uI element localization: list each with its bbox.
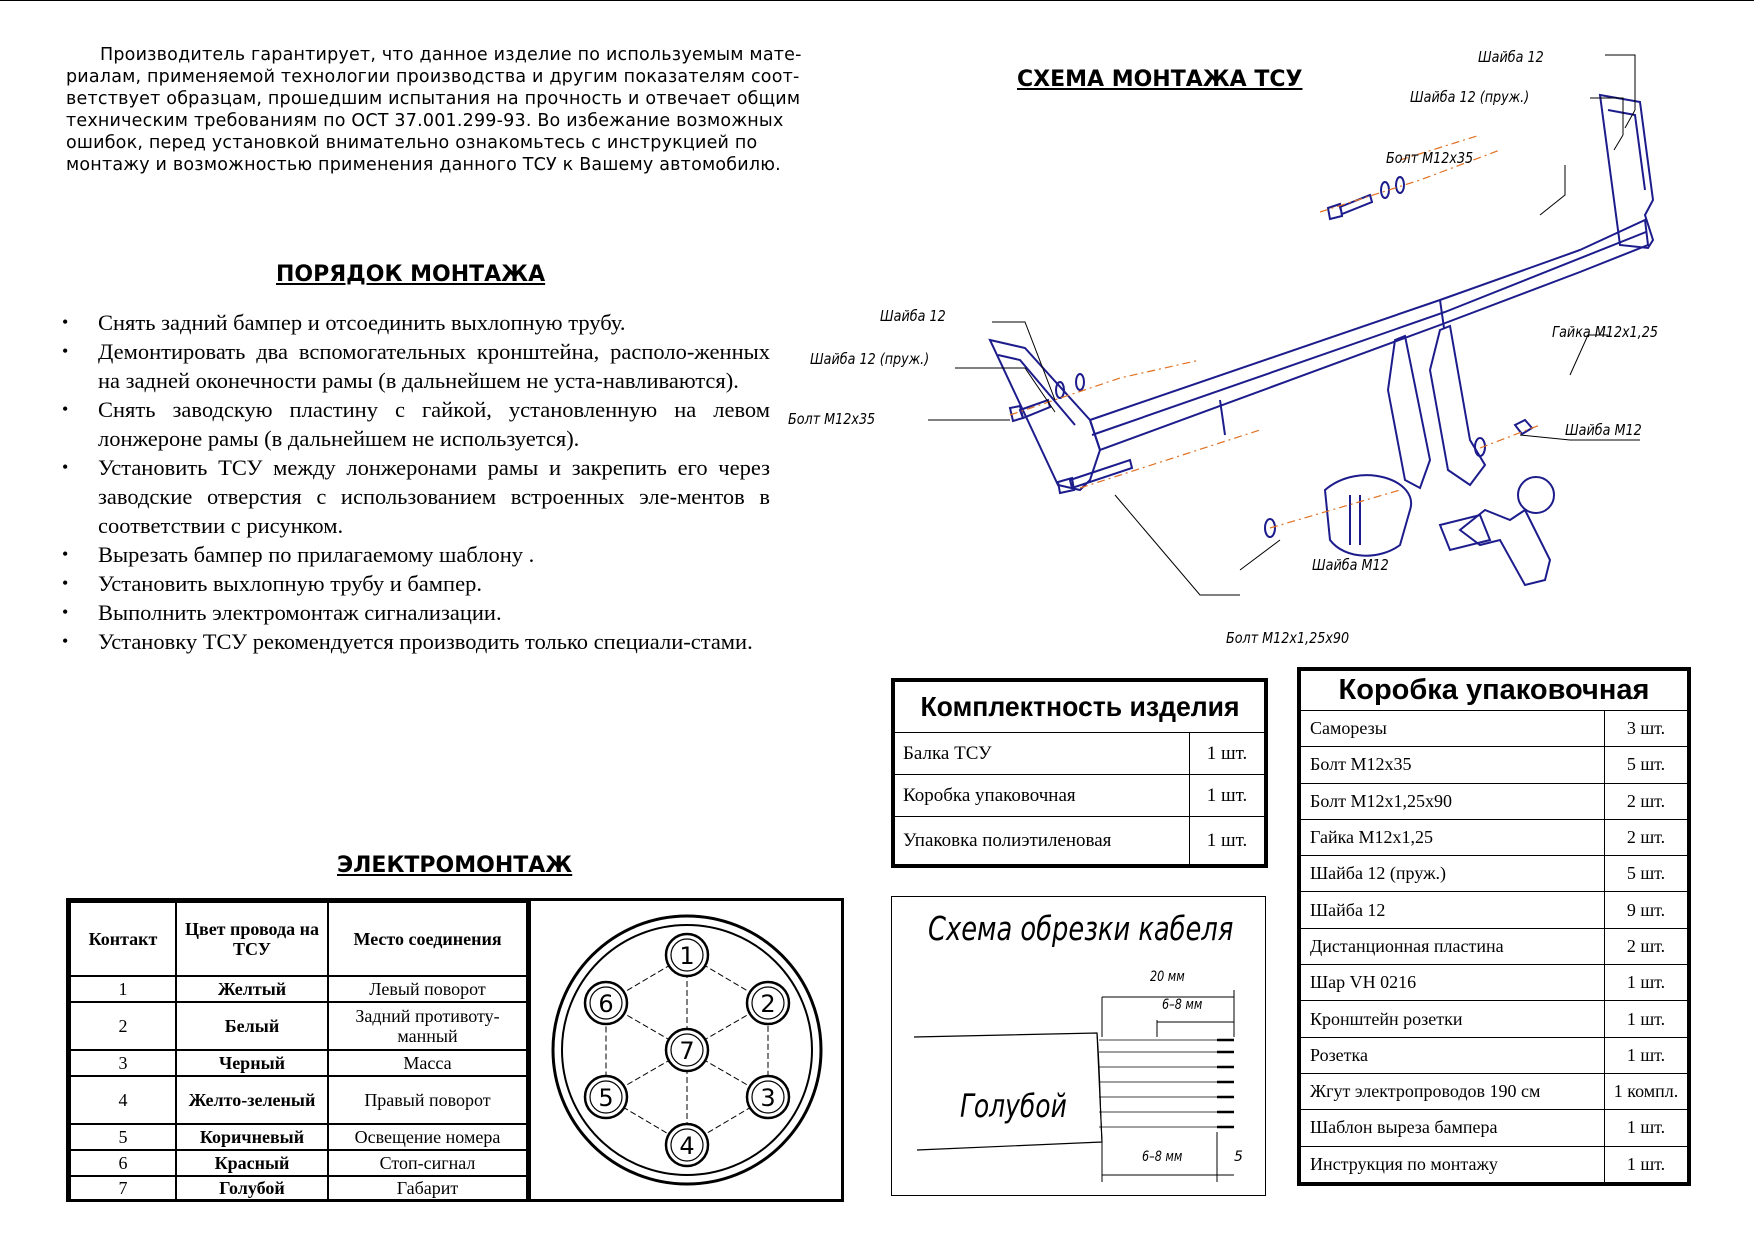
- warranty-paragraph: [66, 44, 826, 176]
- scheme-title: СХЕМА МОНТАЖА ТСУ: [1017, 67, 1303, 92]
- box-item: Инструкция по монтажу: [1301, 1146, 1605, 1182]
- step-item: • Вырезать бампер по прилагаемому шаблону .: [58, 540, 770, 569]
- tow-ball: [1518, 477, 1554, 513]
- contact-number: 7: [70, 1176, 176, 1200]
- electro-block: [66, 898, 844, 1202]
- pin-label: 3: [760, 1084, 776, 1112]
- wire-color: Голубой: [176, 1176, 328, 1200]
- box-item: Шайба 12 (пруж.): [1301, 856, 1605, 892]
- connection-place: Освещение номера: [328, 1124, 527, 1150]
- box-item: Гайка М12х1,25: [1301, 819, 1605, 855]
- intro-line: монтажу и возможностью применения данного ТСУ к Вашему автомобилю.: [66, 155, 781, 175]
- left-bracket: [990, 340, 1100, 490]
- contact-number: 2: [70, 1002, 176, 1050]
- box-qty: 2 шт.: [1605, 783, 1688, 819]
- table-row: [1301, 783, 1688, 819]
- wire-color: Белый: [176, 1002, 328, 1050]
- step-item: • Снять заводскую пластину с гайкой, установленную на левом лонжероне рамы (в дальнейшем не используется).: [58, 395, 770, 453]
- step-item: • Демонтировать два вспомогательных кронштейна, располо-женных на задней оконечности рамы (в дальнейшем не уста-навливаются).: [58, 337, 770, 395]
- box-qty: 1 шт.: [1605, 965, 1688, 1001]
- bolt-right: [1328, 195, 1372, 219]
- box-item: Шайба 12: [1301, 892, 1605, 928]
- box-qty: 1 шт.: [1605, 1146, 1688, 1182]
- label-washer12: Шайба 12: [880, 307, 946, 325]
- washer: [1381, 182, 1389, 198]
- top-border: [0, 0, 1754, 1]
- intro-line: ошибок, перед установкой внимательно ознакомьтесь с инструкцией по: [66, 133, 758, 153]
- table-row: [1301, 965, 1688, 1001]
- box-qty: 2 шт.: [1605, 928, 1688, 964]
- box-qty: 9 шт.: [1605, 892, 1688, 928]
- label-washer12: Шайба 12: [1478, 48, 1544, 66]
- pin-label: 1: [679, 942, 695, 970]
- box-qty: 1 шт.: [1605, 1110, 1688, 1146]
- table-row: [70, 1150, 527, 1176]
- kit-qty: 1 шт.: [1190, 733, 1265, 775]
- box-qty: 5 шт.: [1605, 856, 1688, 892]
- table-row: [895, 733, 1265, 775]
- connection-place: Габарит: [328, 1176, 527, 1200]
- connection-place: Левый поворот: [328, 976, 527, 1002]
- table-row: [1301, 819, 1688, 855]
- box-item: Шар VH 0216: [1301, 965, 1605, 1001]
- dim-6-8mm: 6–8 мм: [1162, 997, 1203, 1013]
- kit-title: Комплектность изделия: [904, 682, 1256, 733]
- table-row: [1301, 1037, 1688, 1073]
- assembly-title: ПОРЯДОК МОНТАЖА: [276, 262, 546, 287]
- dim-5: 5: [1234, 1149, 1243, 1165]
- wire-color: Черный: [176, 1050, 328, 1076]
- box-qty: 5 шт.: [1605, 747, 1688, 783]
- intro-line: риалам, применяемой технологии производства и другим показателям соот-: [66, 67, 800, 87]
- assembly-steps: [58, 308, 770, 656]
- label-washer12-spring: Шайба 12 (пруж.): [810, 350, 930, 368]
- box-qty: 1 шт.: [1605, 1001, 1688, 1037]
- ball-neck: [1460, 510, 1550, 585]
- connection-place: Задний противоту-манный: [328, 1002, 527, 1050]
- table-row: [70, 1002, 527, 1050]
- center-bracket-right: [1430, 326, 1485, 485]
- contact-number: 1: [70, 976, 176, 1002]
- box-item: Дистанционная пластина: [1301, 928, 1605, 964]
- step-item: • Установить выхлопную трубу и бампер.: [58, 569, 770, 598]
- label-bolt-long: Болт М12х1,25х90: [1226, 629, 1350, 647]
- col-wire-color: Цвет провода на ТСУ: [176, 902, 328, 976]
- center-bracket-left: [1388, 336, 1430, 488]
- col-contact: Контакт: [70, 902, 176, 976]
- step-item: • Снять задний бампер и отсоединить выхлопную трубу.: [58, 308, 770, 337]
- wire-color: Желто-зеленый: [176, 1076, 328, 1124]
- kit-table: [891, 678, 1268, 868]
- box-title: Коробка упаковочная: [1301, 671, 1688, 711]
- pin-label: 5: [598, 1084, 614, 1112]
- wiring-table: [69, 901, 528, 1201]
- connection-place: Стоп-сигнал: [328, 1150, 527, 1176]
- pin-label: 7: [679, 1037, 695, 1065]
- box-table: [1297, 667, 1691, 1186]
- box-item: Болт М12х35: [1301, 747, 1605, 783]
- contact-number: 5: [70, 1124, 176, 1150]
- intro-line: техническим требованиям по ОСТ 37.001.299-93. Во избежание возможных: [66, 111, 784, 131]
- pin-label: 4: [679, 1132, 695, 1160]
- table-row: [70, 1050, 527, 1076]
- wire-color-label: Голубой: [960, 1087, 1067, 1125]
- table-row: [1301, 856, 1688, 892]
- box-qty: 1 шт.: [1605, 1037, 1688, 1073]
- table-row: [70, 976, 527, 1002]
- table-row: [70, 1076, 527, 1124]
- table-row: [1301, 892, 1688, 928]
- label-bolt-m12x35: Болт М12х35: [1386, 149, 1474, 167]
- box-item: Кронштейн розетки: [1301, 1001, 1605, 1037]
- intro-line: ветствует образцам, прошедшим испытания на прочность и отвечает общим: [66, 89, 801, 109]
- pin-label: 2: [760, 990, 776, 1018]
- box-qty: 2 шт.: [1605, 819, 1688, 855]
- intro-line: Производитель гарантирует, что данное изделие по используемым мате-: [100, 45, 802, 65]
- wire-color: Коричневый: [176, 1124, 328, 1150]
- table-row: [1301, 1073, 1688, 1109]
- kit-qty: 1 шт.: [1190, 775, 1265, 817]
- table-row: [1301, 1110, 1688, 1146]
- box-item: Саморезы: [1301, 711, 1605, 747]
- cable-title: Схема обрезки кабеля: [928, 909, 1234, 948]
- kit-item: Балка ТСУ: [895, 733, 1190, 775]
- table-row: [895, 775, 1265, 817]
- table-row: [895, 817, 1265, 865]
- pin-label: 6: [598, 990, 614, 1018]
- table-row: [1301, 1001, 1688, 1037]
- label-nut: Гайка М12х1,25: [1552, 323, 1658, 341]
- box-item: Болт М12х1,25х90: [1301, 783, 1605, 819]
- box-item: Жгут электропроводов 190 см: [1301, 1073, 1605, 1109]
- contact-number: 4: [70, 1076, 176, 1124]
- contact-number: 3: [70, 1050, 176, 1076]
- kit-item: Коробка упаковочная: [895, 775, 1190, 817]
- box-qty: 3 шт.: [1605, 711, 1688, 747]
- dim-6-8mm-bottom: 6–8 мм: [1142, 1149, 1183, 1165]
- step-item: • Установить ТСУ между лонжеронами рамы и закрепить его через заводские отверстия с использованием встроенных эле-ментов в соответствии с рисунком.: [58, 453, 770, 540]
- label-washer12-spring: Шайба 12 (пруж.): [1410, 88, 1530, 106]
- contact-number: 6: [70, 1150, 176, 1176]
- nut: [1515, 420, 1532, 434]
- connector-diagram: [528, 901, 841, 1199]
- table-row: [70, 1124, 527, 1150]
- electro-title: ЭЛЕКТРОМОНТАЖ: [337, 853, 573, 878]
- box-qty: 1 компл.: [1605, 1073, 1688, 1109]
- label-washer-m12: Шайба М12: [1312, 556, 1389, 574]
- table-row: [1301, 747, 1688, 783]
- label-bolt-m12x35: Болт М12х35: [788, 410, 876, 428]
- connection-place: Правый поворот: [328, 1076, 527, 1124]
- wire-color: Желтый: [176, 976, 328, 1002]
- washer: [1076, 374, 1084, 390]
- table-row: [1301, 928, 1688, 964]
- label-washer-m12: Шайба М12: [1565, 421, 1642, 439]
- step-item: • Выполнить электромонтаж сигнализации.: [58, 598, 770, 627]
- connection-place: Масса: [328, 1050, 527, 1076]
- kit-item: Упаковка полиэтиленовая: [895, 817, 1190, 865]
- kit-qty: 1 шт.: [1190, 817, 1265, 865]
- cable-scheme: [891, 896, 1266, 1196]
- cable-drawing: [892, 897, 1264, 1194]
- socket-plate: [1325, 475, 1411, 556]
- table-row: [70, 1176, 527, 1200]
- box-item: Розетка: [1301, 1037, 1605, 1073]
- washer: [1396, 177, 1404, 193]
- socket-pinout: [531, 901, 841, 1199]
- box-item: Шаблон выреза бампера: [1301, 1110, 1605, 1146]
- wire-color: Красный: [176, 1150, 328, 1176]
- step-item: • Установку ТСУ рекомендуется производить только специали-стами.: [58, 627, 770, 656]
- col-connection: Место соединения: [328, 902, 527, 976]
- dim-20mm: 20 мм: [1150, 969, 1185, 985]
- table-row: [1301, 711, 1688, 747]
- table-row: [1301, 1146, 1688, 1182]
